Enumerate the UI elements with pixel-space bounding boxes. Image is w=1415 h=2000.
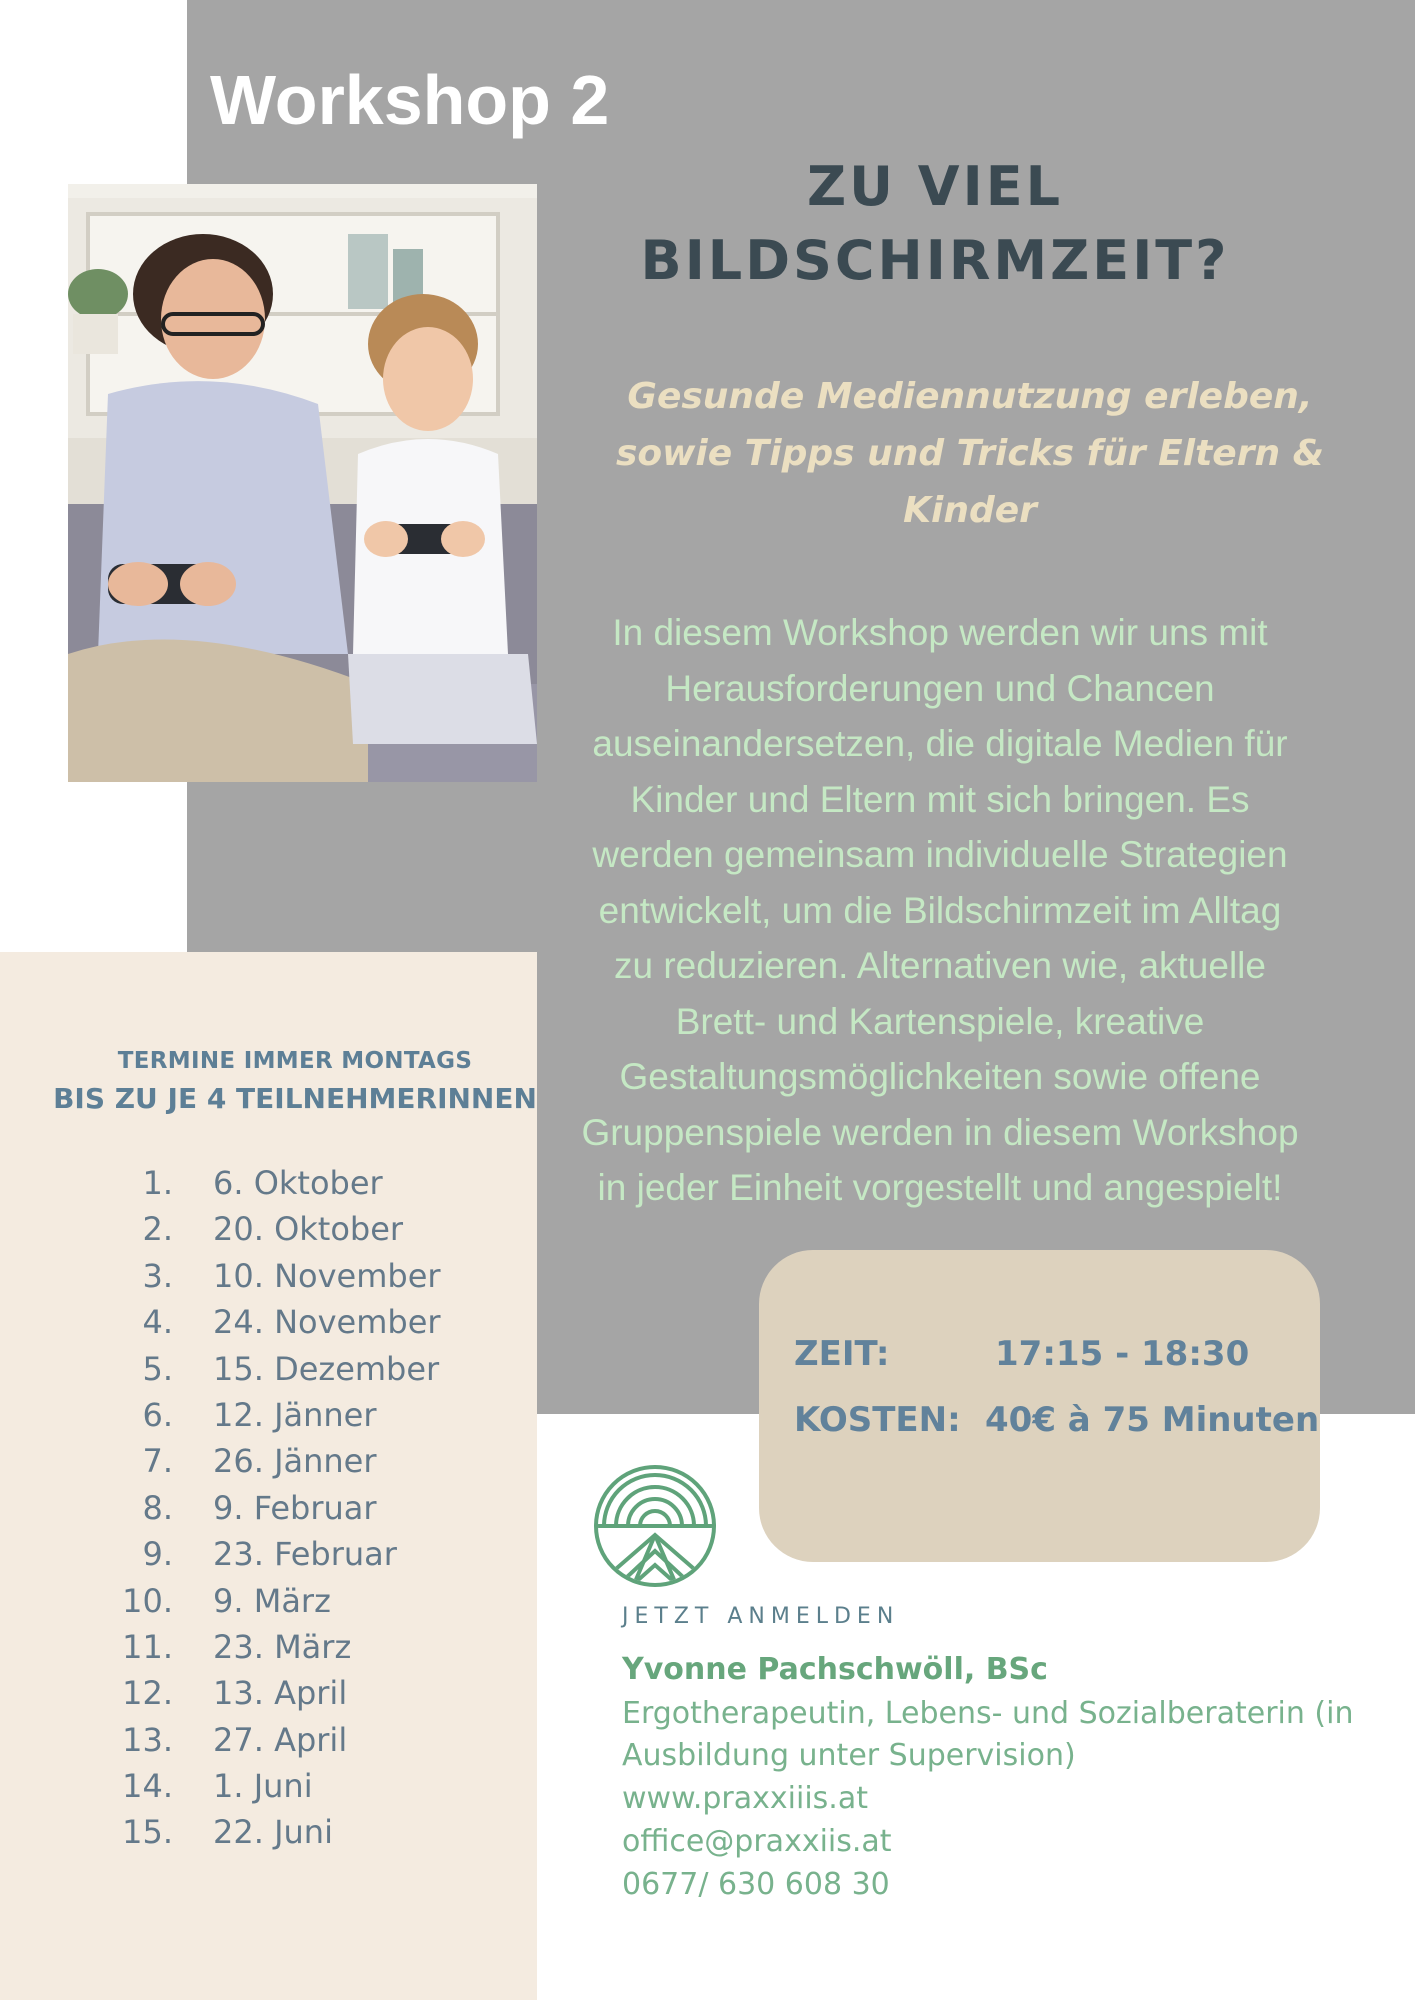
list-item-date: 9. Februar — [213, 1488, 377, 1527]
description-line: Herausforderungen und Chancen — [665, 667, 1215, 709]
headline — [560, 150, 1310, 298]
list-item-number: 12. — [122, 1674, 173, 1713]
list-item-date: 13. April — [213, 1674, 348, 1713]
description — [545, 605, 1335, 1216]
contact-role-line-2: Ausbildung unter Supervision) — [622, 1738, 1076, 1773]
description-line: zu reduzieren. Alternativen wie, aktuelle — [614, 945, 1266, 986]
list-item — [100, 1670, 441, 1716]
subtitle-line-2: sowie Tipps und Tricks für Eltern & — [615, 433, 1325, 474]
cost-value: 40€ à 75 Minuten — [985, 1400, 1320, 1440]
list-item-number: 3. — [142, 1256, 173, 1295]
list-item-date: 23. März — [213, 1627, 352, 1666]
list-item-date: 9. März — [213, 1581, 331, 1620]
list-item — [100, 1438, 441, 1484]
description-line: in jeder Einheit vorgestellt und angespielt! — [597, 1167, 1283, 1208]
list-item — [100, 1809, 441, 1855]
list-item-date: 10. November — [213, 1256, 441, 1295]
list-item — [100, 1763, 441, 1809]
list-item — [100, 1717, 441, 1763]
subtitle-line-1: Gesunde Mediennutzung erleben, — [627, 376, 1313, 417]
time-value: 17:15 - 18:30 — [995, 1334, 1250, 1374]
photo-mother-child-gaming — [68, 184, 537, 782]
list-item-date: 26. Jänner — [213, 1442, 377, 1481]
cost-label: KOSTEN: — [794, 1400, 961, 1440]
subtitle-line-3: Kinder — [903, 490, 1037, 531]
register-now-label: JETZT ANMELDEN — [622, 1604, 900, 1629]
contact-role-line-1: Ergotherapeutin, Lebens- und Sozialberaterin (in — [622, 1696, 1354, 1731]
list-item-date: 24. November — [213, 1303, 441, 1342]
list-item — [100, 1485, 441, 1531]
list-item-number: 14. — [122, 1767, 173, 1806]
list-item-number: 4. — [142, 1303, 173, 1342]
schedule-heading-participants: BIS ZU JE 4 TEILNEHMERINNEN — [53, 1082, 537, 1115]
headline-line-1: ZU VIEL — [807, 155, 1063, 218]
subtitle — [600, 368, 1340, 539]
list-item-date: 12. Jänner — [213, 1395, 377, 1434]
list-item-number: 5. — [142, 1349, 173, 1388]
list-item — [100, 1531, 441, 1577]
list-item-date: 6. Oktober — [213, 1164, 383, 1202]
mountain-rings-logo-icon — [592, 1463, 718, 1589]
phone-number[interactable]: 0677/ 630 608 30 — [622, 1867, 890, 1902]
list-item — [100, 1299, 441, 1345]
list-item-date: 23. Februar — [213, 1535, 397, 1574]
list-item-number: 2. — [142, 1210, 173, 1249]
headline-line-2: BILDSCHIRMZEIT? — [640, 229, 1230, 292]
list-item-number: 7. — [142, 1442, 173, 1481]
info-box — [759, 1250, 1320, 1562]
description-line: In diesem Workshop werden wir uns mit — [612, 612, 1268, 653]
list-item-number: 1. — [142, 1164, 173, 1202]
schedule-heading-mondays: TERMINE IMMER MONTAGS — [117, 1048, 473, 1074]
list-item-number: 13. — [122, 1720, 173, 1759]
description-line: Gruppenspiele werden in diesem Workshop — [581, 1111, 1299, 1153]
list-item-number: 9. — [142, 1535, 173, 1574]
list-item-number: 11. — [122, 1627, 173, 1666]
contact-name: Yvonne Pachschwöll, BSc — [622, 1652, 1048, 1687]
list-item-date: 22. Juni — [213, 1813, 333, 1852]
list-item-number: 8. — [142, 1488, 173, 1527]
description-line: Brett- und Kartenspiele, kreative — [675, 1000, 1205, 1042]
description-line: entwickelt, um die Bildschirmzeit im Alltag — [598, 889, 1282, 931]
time-label: ZEIT: — [794, 1334, 890, 1374]
description-line: auseinandersetzen, die digitale Medien für — [592, 723, 1288, 764]
list-item-date: 27. April — [213, 1720, 348, 1759]
email-link[interactable]: office@praxxiis.at — [622, 1824, 892, 1859]
description-line: Kinder und Eltern mit sich bringen. Es — [630, 778, 1250, 820]
photo-illustration — [68, 184, 537, 782]
list-item-date: 20. Oktober — [213, 1210, 404, 1249]
list-item-number: 10. — [122, 1581, 173, 1620]
list-item — [100, 1160, 441, 1206]
list-item-number: 6. — [142, 1395, 173, 1434]
list-item — [100, 1206, 441, 1252]
list-item-date: 15. Dezember — [213, 1349, 440, 1388]
list-item — [100, 1578, 441, 1624]
list-item — [100, 1253, 441, 1299]
date-list — [100, 1160, 441, 1856]
list-item — [100, 1392, 441, 1438]
website-link[interactable]: www.praxxiiis.at — [622, 1781, 868, 1816]
list-item-number: 15. — [122, 1813, 173, 1852]
workshop-title: Workshop 2 — [210, 61, 610, 139]
list-item — [100, 1346, 441, 1392]
list-item-date: 1. Juni — [213, 1767, 313, 1806]
list-item — [100, 1624, 441, 1670]
description-line: werden gemeinsam individuelle Strategien — [592, 834, 1288, 875]
description-line: Gestaltungsmöglichkeiten sowie offene — [619, 1056, 1261, 1097]
